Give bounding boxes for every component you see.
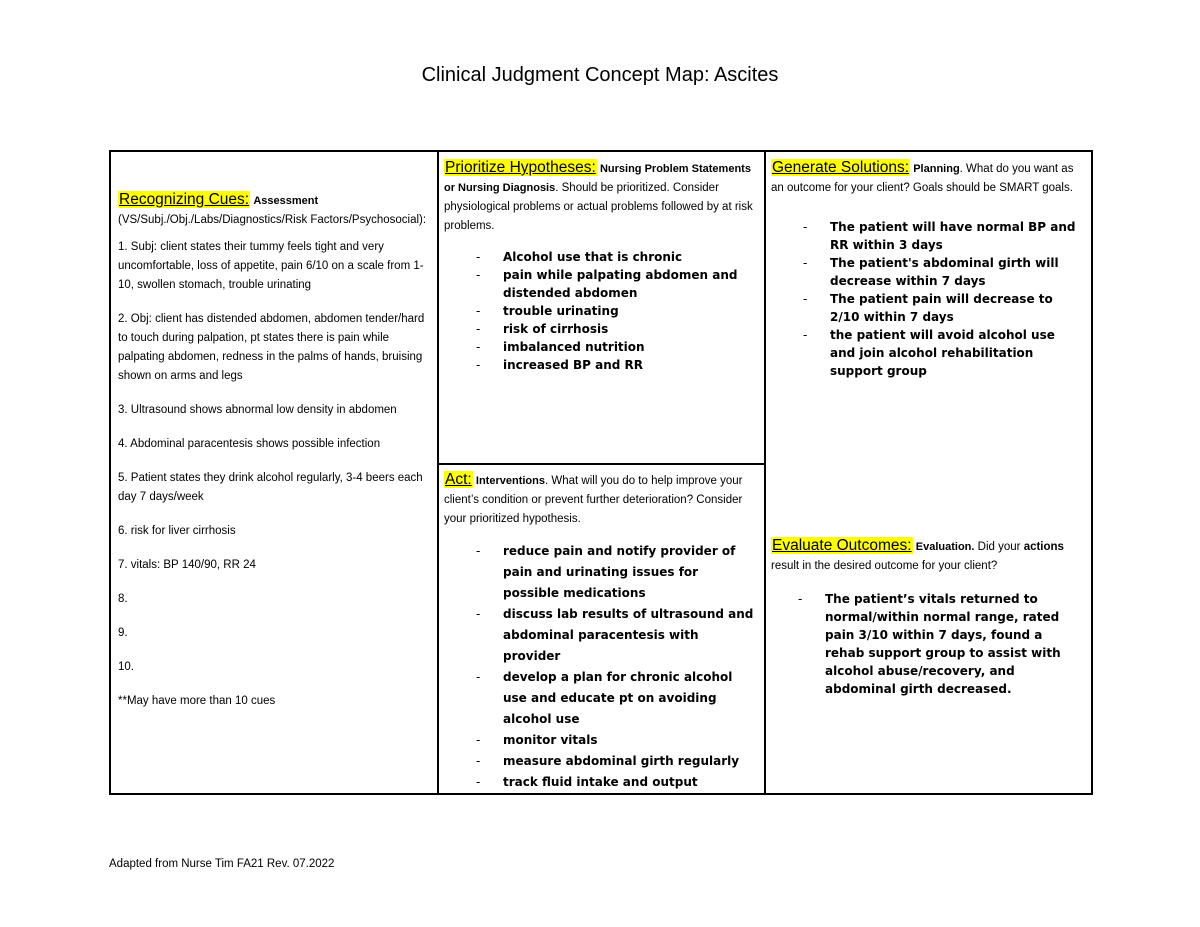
hypotheses-list (444, 248, 758, 374)
act-cell (444, 470, 758, 793)
list-item: - The patient will have normal BP and RR within 3 days (803, 220, 1076, 252)
interventions-label: Interventions (475, 475, 545, 487)
cue-item: 8. (118, 593, 128, 605)
generate-solutions-cell (771, 158, 1083, 380)
cue-item: 2. Obj: client has distended abdomen, abdomen tender/hard to touch during palpation, pt states there is pain while palpating abdomen, redness in the palms of hands, bruising shown on arms and legs (118, 313, 425, 382)
footer-credit: Adapted from Nurse Tim FA21 Rev. 07.2022 (109, 858, 335, 870)
list-item: - reduce pain and notify provider of pain and urinating issues for possible medications (476, 544, 736, 600)
generate-solutions-header (771, 158, 1083, 198)
evaluation-label: Evaluation. (915, 541, 975, 553)
act-header (444, 470, 758, 529)
cue-item: 10. (118, 661, 134, 673)
interventions-list (444, 541, 758, 793)
recognizing-cues-cell (118, 190, 430, 711)
list-item: - monitor vitals (476, 733, 598, 747)
recognizing-cues-heading: Recognizing Cues: (119, 191, 250, 208)
cue-note: **May have more than 10 cues (118, 695, 276, 707)
prioritize-hypotheses-heading: Prioritize Hypotheses: (445, 159, 596, 176)
cue-item: 3. Ultrasound shows abnormal low density in abdomen (118, 404, 397, 416)
list-item: - develop a plan for chronic alcohol use and educate pt on avoiding alcohol use (476, 670, 733, 726)
list-item: - discuss lab results of ultrasound and abdominal paracentesis with provider (476, 607, 754, 663)
list-item: - increased BP and RR (476, 358, 643, 372)
cue-item: 5. Patient states they drink alcohol regularly, 3-4 beers each day 7 days/week (118, 472, 423, 503)
row-divider (438, 463, 765, 465)
list-item: - measure abdominal girth regularly (476, 754, 740, 768)
column-divider (437, 152, 439, 793)
list-item: - The patient pain will decrease to 2/10 within 7 days (803, 292, 1053, 324)
evaluate-outcomes-cell (771, 536, 1083, 698)
column-divider (764, 152, 766, 793)
list-item: - the patient will avoid alcohol use and join alcohol rehabilitation support group (803, 328, 1055, 378)
planning-label: Planning (913, 163, 960, 175)
page-title: Clinical Judgment Concept Map: Ascites (421, 64, 779, 86)
list-item: - imbalanced nutrition (476, 340, 645, 354)
generate-solutions-heading: Generate Solutions: (772, 159, 910, 176)
evaluate-outcomes-header: Evaluate Outcomes: Evaluation. Did your actions result in the desired outcome for your client? (771, 537, 1064, 572)
prioritize-hypotheses-header (444, 158, 758, 236)
goals-list (771, 218, 1083, 380)
nursing-problem-label: Nursing Problem Statements or Nursing Diagnosis (444, 163, 751, 194)
prioritize-description: . Should be prioritized. Consider physiological problems or actual problems followed by at risk problems. (444, 182, 753, 232)
cue-item: 6. risk for liver cirrhosis (118, 525, 236, 537)
cue-item: 7. vitals: BP 140/90, RR 24 (118, 559, 256, 571)
cue-item: 9. (118, 627, 128, 639)
list-item: - track fluid intake and output (476, 775, 698, 789)
list-item: - risk of cirrhosis (476, 322, 609, 336)
generate-description: . What do you want as an outcome for your client? Goals should be SMART goals. (771, 163, 1074, 194)
concept-map-table (109, 150, 1093, 795)
act-heading: Act: (445, 471, 472, 488)
prioritize-hypotheses-cell (444, 158, 758, 374)
list-item: - trouble urinating (476, 304, 619, 318)
recognizing-cues-description: (VS/Subj./Obj./Labs/Diagnostics/Risk Factors/Psychosocial): (118, 214, 427, 226)
list-item: - pain while palpating abdomen and distended abdomen (476, 268, 738, 300)
assessment-label: Assessment (253, 195, 319, 207)
list-item: - The patient's abdominal girth will decrease within 7 days (803, 256, 1059, 288)
cue-item: 1. Subj: client states their tummy feels tight and very uncomfortable, loss of appetite, pain 6/10 on a scale from 1-10, swollen stomach, trouble urinating (118, 241, 424, 291)
cue-item: 4. Abdominal paracentesis shows possible infection (118, 438, 381, 450)
list-item: - Alcohol use that is chronic (476, 250, 683, 264)
recognizing-cues-header (118, 190, 430, 211)
evaluate-outcomes-heading: Evaluate Outcomes: (772, 537, 912, 554)
act-description: . What will you do to help improve your client’s condition or prevent further deterioration? Consider your prioritized hypothesis. (444, 475, 743, 525)
outcomes-list (771, 590, 1083, 698)
list-item: - The patient’s vitals returned to normal/within normal range, rated pain 3/10 within 7 days, found a rehab support group to assist with alcohol abuse/recovery, and abdominal girth decreased. (798, 592, 1061, 696)
